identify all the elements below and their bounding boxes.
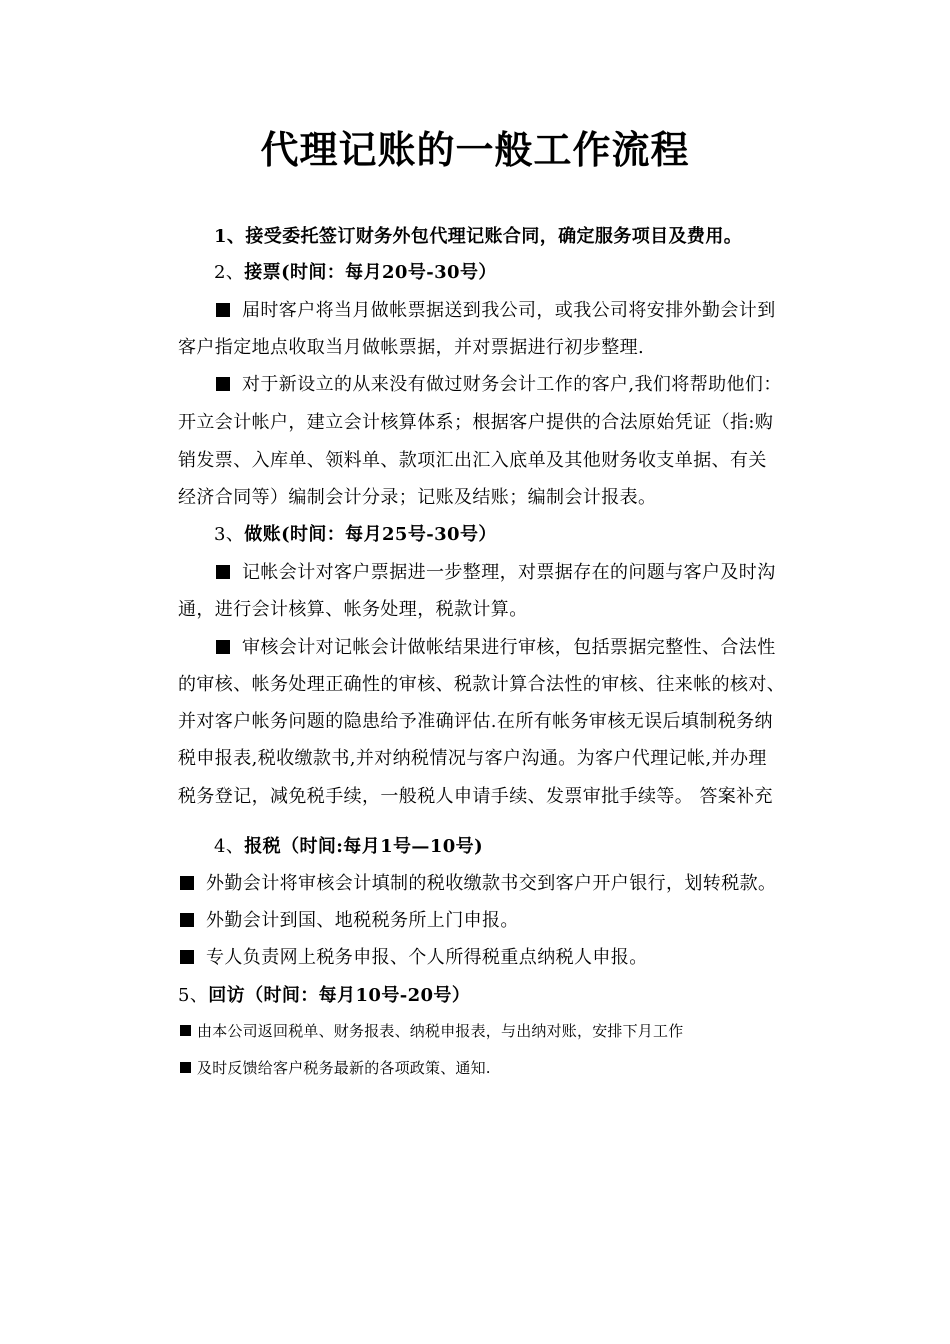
section-2-para-2-line-1 <box>216 372 782 398</box>
section-2-number: 2、 <box>214 262 245 283</box>
section-3-para-2-line-2: 的审核、帐务处理正确性的审核、税款计算合法性的审核、往来帐的核对、 <box>178 674 786 695</box>
document-title: 代理记账的一般工作流程 <box>260 127 690 172</box>
section-3-para-2-line-3: 并对客户帐务问题的隐患给予准确评估.在所有帐务审核无误后填制税务纳 <box>178 711 773 732</box>
section-2-para-2-text: 对于新设立的从来没有做过财务会计工作的客户,我们将帮助他们： <box>242 374 782 395</box>
section-3-para-2-text: 审核会计对记帐会计做帐结果进行审核，包括票据完整性、合法性 <box>242 637 776 658</box>
section-4-title: 报税（时间:每月1号—10号) <box>244 836 483 857</box>
section-3-title: 做账(时间：每月25号-30号） <box>244 524 497 545</box>
section-4-item-3-text: 专人负责网上税务申报、个人所得税重点纳税人申报。 <box>206 947 648 968</box>
square-bullet-icon <box>180 1025 191 1036</box>
section-3-para-1-line-2: 通，进行会计核算、帐务处理，税款计算。 <box>178 599 528 620</box>
section-3-para-2-line-1 <box>216 635 776 661</box>
section-3-para-2-line-4: 税申报表,税收缴款书,并对纳税情况与客户沟通。为客户代理记帐,并办理 <box>178 748 767 769</box>
section-4-item-2-text: 外勤会计到国、地税税务所上门申报。 <box>206 910 519 931</box>
section-4-item-1-text: 外勤会计将审核会计填制的税收缴款书交到客户开户银行，划转税款。 <box>206 873 777 894</box>
section-5-number: 5、 <box>178 985 209 1006</box>
section-5-item-1 <box>180 1020 683 1042</box>
section-4-item-1 <box>180 871 776 897</box>
square-bullet-icon <box>216 303 230 317</box>
square-bullet-icon <box>180 950 194 964</box>
section-5-heading <box>178 983 470 1009</box>
section-4-number: 4、 <box>214 836 245 857</box>
section-3-para-2-line-5: 税务登记，减免税手续，一般税人申请手续、发票审批手续等。 答案补充 <box>178 786 773 807</box>
section-3-para-1-text: 记帐会计对客户票据进一步整理，对票据存在的问题与客户及时沟 <box>242 562 776 583</box>
square-bullet-icon <box>216 565 230 579</box>
section-4-item-2 <box>180 908 519 934</box>
section-2-para-2-line-3: 销发票、入库单、领料单、款项汇出汇入底单及其他财务收支单据、有关 <box>178 450 767 471</box>
section-3-number: 3、 <box>214 524 245 545</box>
section-2-para-2-line-2: 开立会计帐户，建立会计核算体系；根据客户提供的合法原始凭证（指:购 <box>178 412 774 433</box>
section-5-title: 回访（时间：每月10号-20号） <box>208 985 471 1006</box>
section-2-para-1-line-1 <box>216 298 776 324</box>
section-2-para-1-text: 届时客户将当月做帐票据送到我公司，或我公司将安排外勤会计到 <box>242 300 776 321</box>
section-4-item-3 <box>180 945 648 971</box>
section-5-item-1-text: 由本公司返回税单、财务报表、纳税申报表，与出纳对账，安排下月工作 <box>197 1022 684 1040</box>
square-bullet-icon <box>216 640 230 654</box>
section-2-para-1-line-2: 客户指定地点收取当月做帐票据，并对票据进行初步整理. <box>178 337 645 358</box>
square-bullet-icon <box>180 1062 191 1073</box>
square-bullet-icon <box>180 876 194 890</box>
section-5-item-2 <box>180 1057 491 1079</box>
square-bullet-icon <box>216 377 230 391</box>
section-3-heading <box>214 522 497 548</box>
section-3-para-1-line-1 <box>216 560 776 586</box>
section-4-heading <box>214 834 483 860</box>
section-2-heading <box>214 260 497 286</box>
section-5-item-2-text: 及时反馈给客户税务最新的各项政策、通知. <box>197 1059 491 1077</box>
square-bullet-icon <box>180 913 194 927</box>
section-1-heading: 1、接受委托签订财务外包代理记账合同，确定服务项目及费用。 <box>214 226 743 247</box>
section-2-title: 接票(时间：每月20号-30号） <box>244 262 497 283</box>
section-2-para-2-line-4: 经济合同等）编制会计分录；记账及结账；编制会计报表。 <box>178 487 657 508</box>
